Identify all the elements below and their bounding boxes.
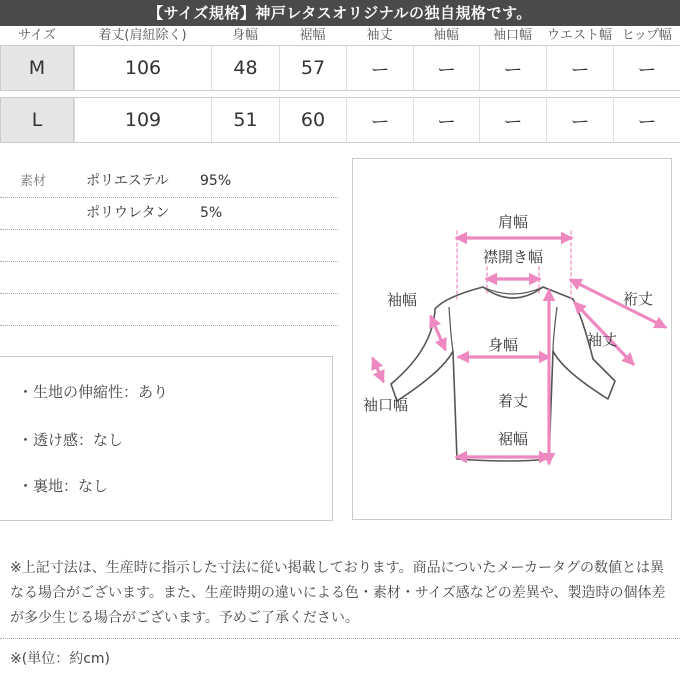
column-header: 身幅	[231, 28, 258, 43]
column-header: 袖口幅	[492, 28, 532, 43]
material-percent: 5%	[200, 205, 223, 221]
hem-label: 裾幅	[497, 430, 529, 448]
column-header: サイズ	[18, 28, 56, 43]
table-cell: 57	[279, 45, 346, 91]
table-cell: ー	[413, 45, 479, 91]
table-cell: 106	[74, 45, 211, 91]
material-name: ポリウレタン	[86, 205, 170, 221]
table-cell: ー	[413, 97, 479, 143]
cuff-width-line	[373, 359, 383, 381]
table-cell: 51	[211, 97, 279, 143]
sleeve-length-label: 袖丈	[587, 331, 618, 349]
table-cell: ー	[613, 97, 680, 143]
table-cell: ー	[613, 45, 680, 91]
table-cell: ー	[479, 45, 546, 91]
material-row-empty	[0, 294, 338, 326]
lining-note: ・裏地：なし	[18, 477, 109, 495]
column-header: ヒップ幅	[621, 28, 672, 43]
material-label: 素材	[20, 174, 47, 189]
garment-illustration	[353, 159, 671, 519]
material-row	[0, 198, 338, 230]
fabric-notes-box	[0, 356, 333, 521]
length-label: 着丈	[497, 392, 529, 410]
material-name: ポリエステル	[86, 173, 169, 189]
sleeve-width-label: 袖幅	[387, 291, 418, 309]
cuff-label: 袖口幅	[363, 396, 409, 414]
table-cell: ー	[479, 97, 546, 143]
table-cell: ー	[346, 45, 413, 91]
measurement-diagram	[352, 158, 672, 520]
material-row-empty	[0, 262, 338, 294]
unit-note: ※(単位：約cm)	[10, 651, 110, 667]
size-table	[0, 27, 680, 143]
disclaimer-footnote: ※上記寸法は、生産時に指示した寸法に従い掲載しております。商品についたメーカータグの数値とは異なる場合がございます。また、生産時期の違いによる色・素材・サイズ感などの差異や、製造時の個体差が多少生じる場合がございます。予めご了承ください。	[10, 560, 666, 626]
column-header: 裾幅	[299, 28, 326, 43]
material-percent: 95%	[200, 173, 232, 189]
material-row	[0, 166, 338, 198]
column-header: 袖幅	[432, 28, 459, 43]
size-label-cell: M	[0, 45, 74, 91]
table-row	[0, 45, 680, 91]
materials-list	[0, 166, 338, 326]
size-spec-header: 【サイズ規格】神戸レタスオリジナルの独自規格です。	[0, 0, 680, 26]
table-cell: 109	[74, 97, 211, 143]
body-width-label: 身幅	[487, 336, 519, 354]
size-label-cell: L	[0, 97, 74, 143]
shoulder-label: 肩幅	[497, 213, 529, 231]
column-header: 着丈(肩紐除く)	[98, 28, 187, 43]
material-row-empty	[0, 230, 338, 262]
table-cell: ー	[346, 97, 413, 143]
column-header: ウエスト幅	[546, 28, 612, 43]
table-row	[0, 97, 680, 143]
yuki-label: 裄丈	[623, 290, 654, 308]
table-cell: ー	[546, 45, 613, 91]
column-header: 袖丈	[366, 28, 393, 43]
sheerness-note: ・透け感：なし	[18, 431, 124, 449]
size-table-header	[0, 27, 680, 45]
table-cell: 60	[279, 97, 346, 143]
neck-label: 襟開き幅	[482, 248, 544, 266]
stretch-note: ・生地の伸縮性：あり	[18, 383, 169, 401]
table-cell: ー	[546, 97, 613, 143]
divider	[0, 638, 680, 639]
table-cell: 48	[211, 45, 279, 91]
